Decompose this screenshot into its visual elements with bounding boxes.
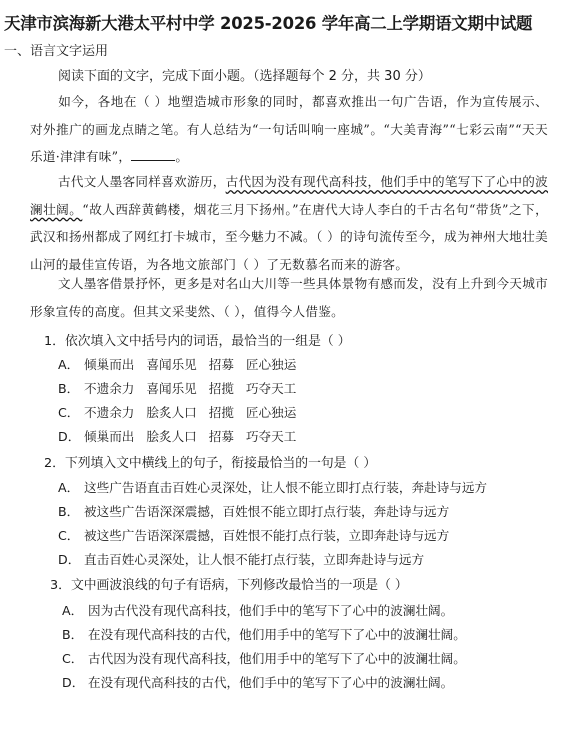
passage-p1-text: 如今，各地在（ ）地塑造城市形象的同时，都喜欢推出一句广告语，作为宣传展示、对外推广的画龙点睛之笔。有人总结为“一句话叫响一座城”。“大美青海”“七彩云南”“天天乐道·津津有味”， — [30, 94, 548, 164]
instruction: 阅读下面的文字，完成下面小题。（选择题每个 2 分，共 30 分） — [58, 69, 431, 84]
question-2-option-c: C． 被这些广告语深深震撼，百姓恨不能打点行装，立即奔赴诗与远方 — [58, 528, 450, 543]
question-2-option-a: A． 这些广告语直击百姓心灵深处，让人恨不能立即打点行装，奔赴诗与远方 — [58, 480, 487, 495]
passage-paragraph-3 — [30, 270, 548, 325]
question-2-stem: 2．下列填入文中横线上的句子，衔接最恰当的一句是（ ） — [44, 456, 377, 471]
section-heading: 一、语言文字运用 — [4, 44, 109, 59]
passage-paragraph-2 — [30, 168, 548, 278]
question-1-option-d: D． 倾巢而出 脍炙人口 招募 巧夺天工 — [58, 429, 297, 444]
question-1-option-b: B． 不遗余力 喜闻乐见 招揽 巧夺天工 — [58, 381, 297, 396]
question-1-option-c: C． 不遗余力 脍炙人口 招揽 匠心独运 — [58, 405, 297, 420]
question-2-option-b: B． 被这些广告语深深震撼，百姓恨不能立即打点行装，奔赴诗与远方 — [58, 504, 450, 519]
question-2-option-d: D． 直击百姓心灵深处，让人恨不能打点行装，立即奔赴诗与远方 — [58, 552, 425, 567]
question-1-option-a: A． 倾巢而出 喜闻乐见 招募 匠心独运 — [58, 357, 297, 372]
passage-p2-text-a: 古代文人墨客同样喜欢游历， — [58, 174, 226, 189]
wavy-underlined-sentence: 古代因为没有现代高科技，他们手中的笔写下了心中的波澜壮阔。 — [30, 174, 549, 217]
passage-paragraph-1 — [30, 88, 548, 171]
question-3-stem: 3．文中画波浪线的句子有语病，下列修改最恰当的一项是（ ） — [50, 578, 408, 593]
question-3-option-a: A． 因为古代没有现代高科技，他们手中的笔写下了心中的波澜壮阔。 — [62, 603, 454, 618]
passage-p3-text: 文人墨客借景抒怀，更多是对名山大川等一些具体景物有感而发，没有上升到今天城市形象宣传的高度。但其文采斐然、（ ），值得今人借鉴。 — [30, 276, 548, 319]
passage-p1-end: 。 — [175, 149, 189, 164]
passage-p2-text-b: “故人西辞黄鹤楼，烟花三月下扬州。”在唐代大诗人李白的千古名句“带货”之下，武汉和扬州都成了网红打卡城市，至今魅力不减。（ ）的诗句流传至今，成为神州大地壮美山河的最佳宣传语，为各地文旅部门（ ）了无数慕名而来的游客。 — [30, 201, 548, 272]
question-3-option-c: C． 古代因为没有现代高科技，他们用手中的笔写下了心中的波澜壮阔。 — [62, 651, 466, 666]
question-3-option-d: D． 在没有现代高科技的古代，他们手中的笔写下了心中的波澜壮阔。 — [62, 675, 454, 690]
question-3-option-b: B． 在没有现代高科技的古代，他们用手中的笔写下了心中的波澜壮阔。 — [62, 627, 466, 642]
exam-title: 天津市滨海新大港太平村中学 2025-2026 学年高二上学期语文期中试题 — [4, 14, 533, 33]
question-1-stem: 1．依次填入文中括号内的词语，最恰当的一组是（ ） — [44, 334, 351, 349]
answer-blank — [131, 148, 175, 161]
